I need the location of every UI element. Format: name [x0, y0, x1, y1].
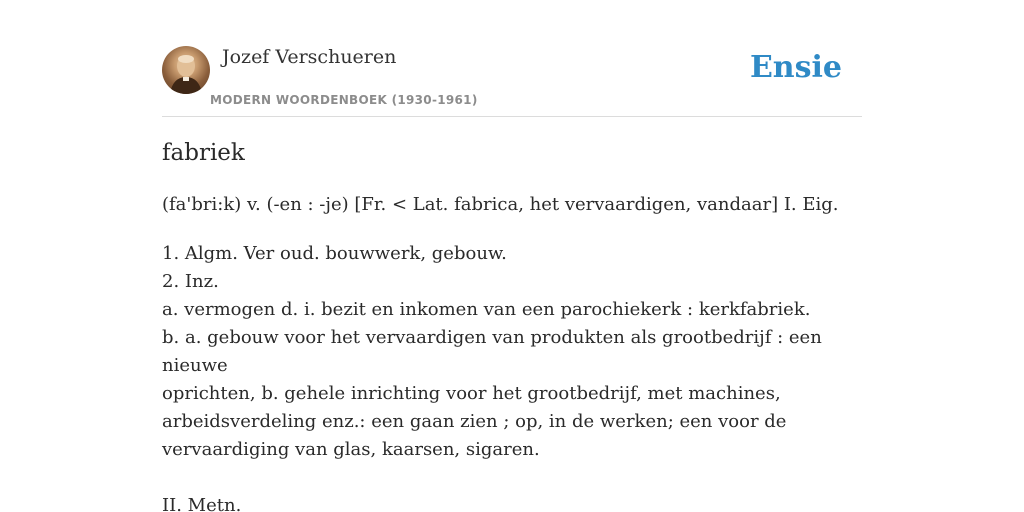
entry-header	[162, 0, 862, 117]
definition-meta: II. Metn.	[162, 495, 242, 512]
definition-line: 1. Algm. Ver oud. bouwwerk, gebouw.	[162, 243, 507, 264]
entry-etymology: (fa'bri:k) v. (-en : -je) [Fr. < Lat. fabrica, het vervaardigen, vandaar] I. Eig.	[162, 194, 839, 215]
author-avatar[interactable]	[162, 46, 210, 94]
paragraph-gap	[162, 464, 852, 492]
entry-definitions	[162, 240, 852, 512]
definition-line: a. vermogen d. i. bezit en inkomen van een parochiekerk : kerkfabriek.	[162, 299, 811, 320]
portrait-icon	[162, 46, 210, 94]
definition-line: oprichten, b. gehele inrichting voor het grootbedrijf, met machines,	[162, 383, 781, 404]
definition-line: b. a. gebouw voor het vervaardigen van produkten als grootbedrijf : een nieuwe	[162, 327, 822, 376]
definition-line: arbeidsverdeling enz.: een gaan zien ; op, in de werken; een voor de	[162, 411, 787, 432]
dictionary-source[interactable]: MODERN WOORDENBOEK (1930-1961)	[210, 93, 478, 107]
entry-term: fabriek	[162, 140, 245, 166]
author-name[interactable]: Jozef Verschueren	[222, 46, 397, 68]
ensie-logo-link[interactable]: Ensie	[749, 50, 842, 85]
entry-page	[162, 0, 862, 512]
definition-line: 2. Inz.	[162, 271, 219, 292]
definition-line: vervaardiging van glas, kaarsen, sigaren.	[162, 439, 540, 460]
